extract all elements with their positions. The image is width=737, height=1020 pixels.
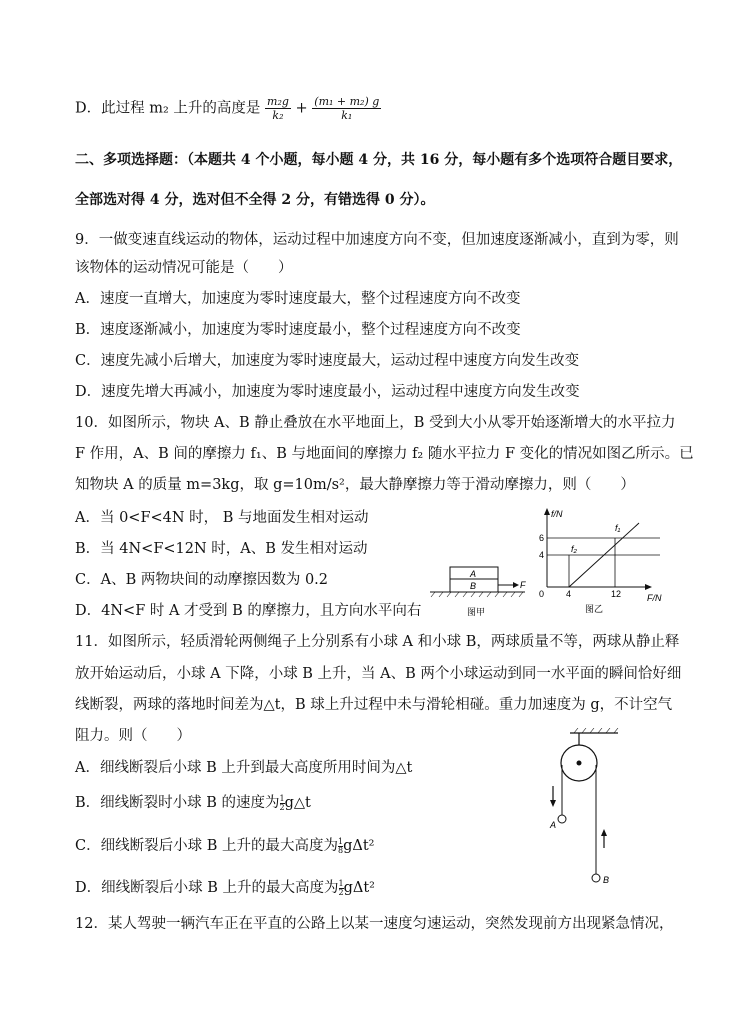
q11-option-c-tail: gΔt² — [343, 838, 375, 854]
q9-option-a: A．速度一直增大，加速度为零时速度最大，整个过程速度方向不改变 — [75, 291, 521, 307]
block-a-label: A — [470, 569, 477, 579]
f1-label: f₁ — [615, 523, 621, 533]
figure-yi-caption: 图乙 — [585, 604, 604, 614]
q10-stem-line2: F 作用，A、B 间的摩擦力 f₁、B 与地面间的摩擦力 f₂ 随水平拉力 F 变化的情况如图乙所示。已 — [75, 446, 694, 462]
block-b-label: B — [470, 581, 477, 591]
tick-y6: 6 — [539, 533, 545, 543]
q11-pulley-figure — [540, 728, 630, 888]
force-label: F — [520, 580, 526, 590]
q10-option-d: D．4N<F 时 A 才受到 B 的摩擦力，且方向水平向右 — [75, 603, 422, 619]
q8d-fraction-1: $\frac{\text{m₂g}}{\text{k₂}}$ — [267, 95, 289, 122]
q8-option-d — [75, 95, 381, 122]
q11-stem-line2: 放开始运动后，小球 A 下降，小球 B 上升，当 A、B 两个小球运动到同一水平面的瞬间恰好细 — [75, 666, 682, 682]
q11-stem-line1: 11．如图所示，轻质滑轮两侧绳子上分别系有小球 A 和小球 B，两球质量不等，两球从静止释 — [75, 634, 680, 650]
q9-option-b: B．速度逐渐减小，加速度为零时速度最小，整个过程速度方向不改变 — [75, 322, 521, 338]
section2-heading-line1: 二、多项选择题：（本题共 4 个小题，每小题 4 分，共 16 分，每小题有多个选项符合题目要求， — [75, 152, 683, 168]
ball-a-label: A — [550, 820, 557, 830]
q9-stem-line1: 9．一做变速直线运动的物体，运动过程中加速度方向不变，但加速度逐渐减小，直到为零，则 — [75, 232, 679, 248]
q11-option-d-text: D．细线断裂后小球 B 上升的最大高度为 — [75, 880, 339, 896]
tick-y4: 4 — [539, 550, 545, 560]
figure-jia-caption: 图甲 — [467, 607, 486, 617]
q10-option-a: A．当 0<F<4N 时， B 与地面发生相对运动 — [75, 510, 369, 526]
q11-option-b-tail: g△t — [284, 795, 311, 811]
q10-figure-yi — [535, 505, 665, 620]
q10-stem-line1: 10．如图所示，物块 A、B 静止叠放在水平地面上，B 受到大小从零开始逐渐增大的水平拉力 — [75, 415, 676, 431]
q11-option-b — [75, 793, 311, 813]
q10-stem-line3: 知物块 A 的质量 m=3kg，取 g=10m/s²，最大静摩擦力等于滑动摩擦力，则（ ） — [75, 477, 635, 493]
ball-b-label: B — [603, 875, 610, 885]
tick-x4: 4 — [566, 589, 572, 599]
q11-option-d-tail: gΔt² — [343, 880, 375, 896]
f2-label: f₂ — [571, 544, 577, 554]
q10-option-b: B．当 4N<F<12N 时，A、B 发生相对运动 — [75, 541, 368, 557]
q11-option-c-text: C．细线断裂后小球 B 上升的最大高度为 — [75, 838, 338, 854]
q11-option-d-fraction: $\frac{1}{2}$ — [338, 878, 344, 897]
q9-stem-line2: 该物体的运动情况可能是（ ） — [75, 260, 293, 276]
q11-stem-line4: 阻力。则（ ） — [75, 728, 191, 744]
section2-heading-line2: 全部选对得 4 分，选对但不全得 2 分，有错选得 0 分）。 — [75, 192, 435, 208]
q11-option-b-fraction: $\frac{1}{2}$ — [279, 793, 285, 812]
q8d-fraction-2: $\frac{\text{(m₁ + m₂) g}}{\text{k₁}}$ — [314, 95, 380, 122]
q11-option-c-fraction: $\frac{1}{8}$ — [337, 836, 344, 855]
q11-option-c — [75, 836, 374, 856]
plus-sign: + — [295, 100, 308, 117]
q10-figure-jia — [425, 555, 535, 625]
q12-stem-line1: 12．某人驾驶一辆汽车正在平直的公路上以某一速度匀速运动，突然发现前方出现紧急情况， — [75, 916, 674, 932]
q11-option-d — [75, 878, 375, 898]
x-axis-label: F/N — [647, 593, 662, 603]
q9-option-d: D．速度先增大再减小，加速度为零时速度最小，运动过程中速度方向发生改变 — [75, 384, 580, 400]
q8d-prefix: D．此过程 m₂ 上升的高度是 — [75, 100, 261, 117]
y-axis-label: f/N — [551, 509, 563, 519]
origin-label: 0 — [539, 589, 545, 599]
q11-option-b-text: B．细线断裂时小球 B 的速度为 — [75, 795, 280, 811]
q11-stem-line3: 线断裂，两球的落地时间差为△t，B 球上升过程中未与滑轮相碰。重力加速度为 g，不计空气 — [75, 697, 673, 713]
q11-option-a: A．细线断裂后小球 B 上升到最大高度所用时间为△t — [75, 760, 413, 776]
q9-option-c: C．速度先减小后增大，加速度为零时速度最大，运动过程中速度方向发生改变 — [75, 353, 580, 369]
q10-option-c: C．A、B 两物块间的动摩擦因数为 0.2 — [75, 572, 328, 588]
ball-a — [558, 815, 566, 823]
tick-x12: 12 — [611, 589, 622, 599]
ball-b — [592, 874, 600, 882]
